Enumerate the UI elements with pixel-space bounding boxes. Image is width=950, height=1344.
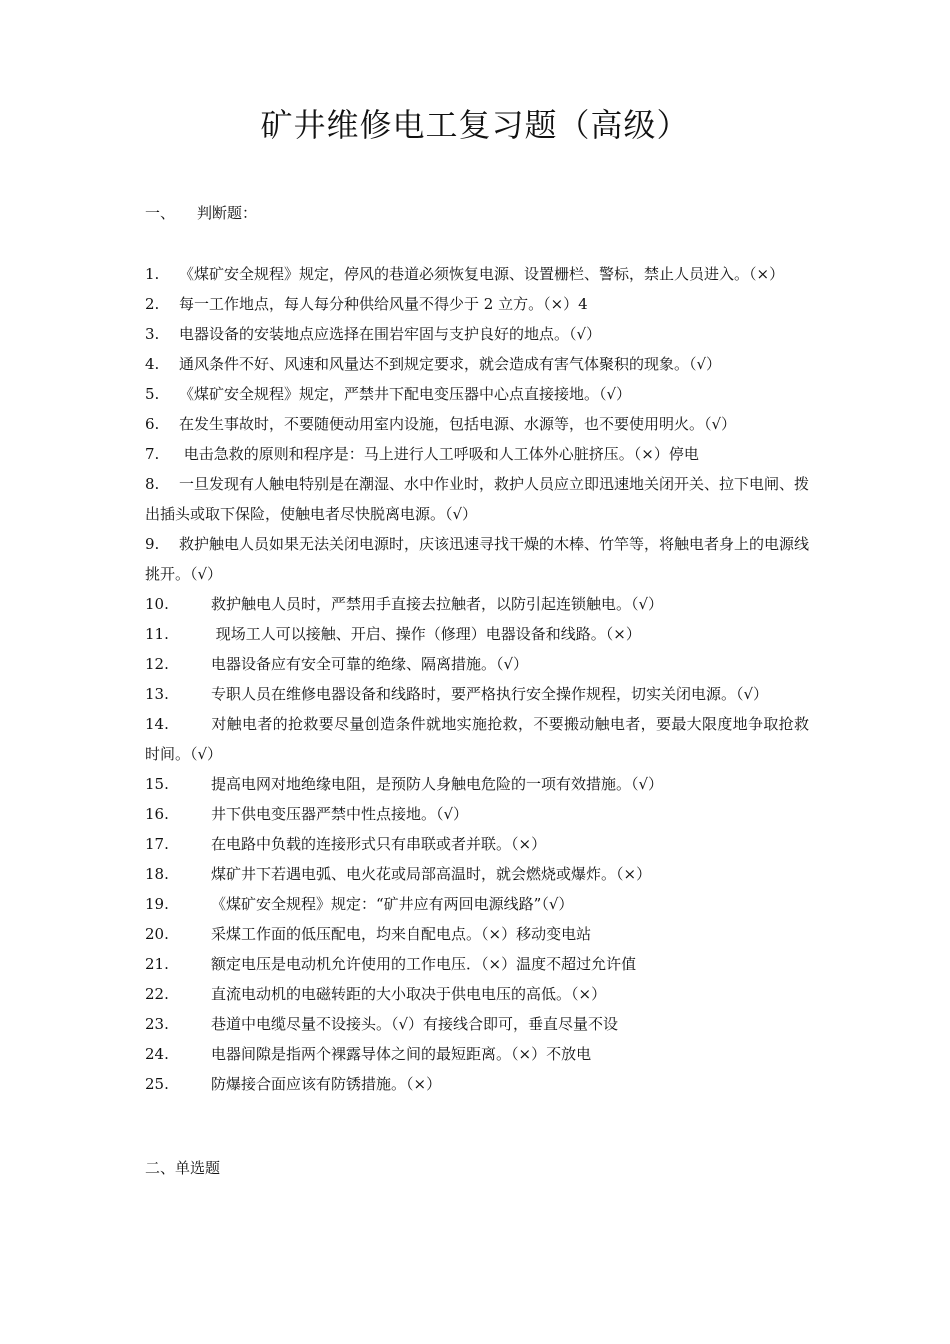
question-item: [145, 409, 809, 439]
question-number: 24.: [145, 1045, 169, 1063]
question-list: [145, 259, 809, 1099]
question-item: [145, 259, 809, 289]
question-text: 专职人员在维修电器设备和线路时，要严格执行安全操作规程，切实关闭电源。（√）: [211, 685, 769, 703]
question-item: [145, 949, 809, 979]
question-text: 防爆接合面应该有防锈措施。（×）: [211, 1075, 442, 1093]
question-item: [145, 1009, 809, 1039]
question-number: 18.: [145, 865, 169, 883]
question-number: 5.: [145, 385, 160, 403]
question-text: 额定电压是电动机允许使用的工作电压．（×）温度不超过允许值: [211, 955, 637, 973]
question-text: 提高电网对地绝缘电阻，是预防人身触电危险的一项有效措施。（√）: [211, 775, 664, 793]
question-number: 7.: [145, 445, 160, 463]
question-number: 22.: [145, 985, 169, 1003]
question-number: 8.: [145, 475, 160, 493]
question-item: [145, 619, 809, 649]
question-number: 20.: [145, 925, 169, 943]
question-text: 采煤工作面的低压配电，均来自配电点。（×）移动变电站: [211, 925, 592, 943]
question-text: 《煤矿安全规程》规定：“矿井应有两回电源线路”（√）: [211, 895, 574, 913]
question-item: [145, 679, 809, 709]
question-number: 10.: [145, 595, 169, 613]
question-text: 巷道中电缆尽量不设接头。（√）有接线合即可，垂直尽量不设: [211, 1015, 619, 1033]
question-number: 1.: [145, 265, 160, 283]
question-item: [145, 469, 809, 529]
question-item: [145, 319, 809, 349]
question-text: 电器设备应有安全可靠的绝缘、隔离措施。（√）: [211, 655, 529, 673]
question-item: [145, 589, 809, 619]
question-text: 《煤矿安全规程》规定，停风的巷道必须恢复电源、设置栅栏、警标，禁止人员进入。（×）: [179, 265, 785, 283]
question-text: 在电路中负载的连接形式只有串联或者并联。（×）: [211, 835, 547, 853]
question-item: [145, 769, 809, 799]
section-number: 一、: [145, 204, 176, 222]
question-item: [145, 1069, 809, 1099]
question-number: 21.: [145, 955, 169, 973]
question-number: 9.: [145, 535, 160, 553]
question-number: 16.: [145, 805, 169, 823]
question-item: [145, 1039, 809, 1069]
question-item: [145, 649, 809, 679]
question-number: 11.: [145, 625, 169, 643]
question-number: 13.: [145, 685, 169, 703]
question-text: 电器设备的安装地点应选择在围岩牢固与支护良好的地点。（√）: [179, 325, 602, 343]
question-item: [145, 889, 809, 919]
question-item: [145, 979, 809, 1009]
question-item: [145, 859, 809, 889]
question-number: 12.: [145, 655, 169, 673]
question-text: 救护触电人员时，严禁用手直接去拉触者，以防引起连锁触电。（√）: [211, 595, 664, 613]
question-item: [145, 529, 809, 589]
question-number: 4.: [145, 355, 160, 373]
question-text: 在发生事故时，不要随便动用室内设施，包括电源、水源等，也不要使用明火。（√）: [179, 415, 737, 433]
question-text: 电击急救的原则和程序是：马上进行人工呼吸和人工体外心脏挤压。（×）停电: [179, 445, 699, 463]
question-item: [145, 349, 809, 379]
section-label: 判断题：: [197, 204, 258, 222]
question-text: 对触电者的抢救要尽量创造条件就地实施抢救，不要搬动触电者，要最大限度地争取抢救时间。（√）: [145, 715, 809, 763]
question-number: 19.: [145, 895, 169, 913]
question-text: 救护触电人员如果无法关闭电源时，庆该迅速寻找干燥的木棒、竹竿等，将触电者身上的电源线挑开。（√）: [145, 535, 810, 583]
question-text: 《煤矿安全规程》规定，严禁井下配电变压器中心点直接接地。（√）: [179, 385, 632, 403]
question-number: 3.: [145, 325, 160, 343]
section-heading-true-false: [145, 203, 257, 223]
question-number: 2.: [145, 295, 160, 313]
question-text: 现场工人可以接触、开启、操作（修理）电器设备和线路。（×）: [211, 625, 641, 643]
section-heading-single-choice: 二、单选题: [145, 1159, 221, 1177]
question-text: 井下供电变压器严禁中性点接地。（√）: [211, 805, 469, 823]
question-item: [145, 829, 809, 859]
question-number: 17.: [145, 835, 169, 853]
question-item: [145, 709, 809, 769]
question-number: 23.: [145, 1015, 169, 1033]
question-item: [145, 919, 809, 949]
question-number: 6.: [145, 415, 160, 433]
question-item: [145, 289, 809, 319]
question-text: 煤矿井下若遇电弧、电火花或局部高温时，就会燃烧或爆炸。（×）: [211, 865, 652, 883]
question-text: 通风条件不好、风速和风量达不到规定要求，就会造成有害气体聚积的现象。（√）: [179, 355, 722, 373]
question-text: 一旦发现有人触电特别是在潮湿、水中作业时，救护人员应立即迅速地关闭开关、拉下电闸、拨出插头或取下保险，使触电者尽快脱离电源。（√）: [145, 475, 810, 523]
page-title: 矿井维修电工复习题（高级）: [260, 106, 690, 144]
question-item: [145, 799, 809, 829]
question-text: 每一工作地点，每人每分种供给风量不得少于 2 立方。（×）4: [179, 295, 588, 313]
question-text: 直流电动机的电磁转距的大小取决于供电电压的高低。（×）: [211, 985, 607, 1003]
question-text: 电器间隙是指两个裸露导体之间的最短距离。（×）不放电: [211, 1045, 592, 1063]
question-number: 15.: [145, 775, 169, 793]
question-number: 25.: [145, 1075, 169, 1093]
question-item: [145, 379, 809, 409]
question-item: [145, 439, 809, 469]
question-number: 14.: [145, 715, 169, 733]
